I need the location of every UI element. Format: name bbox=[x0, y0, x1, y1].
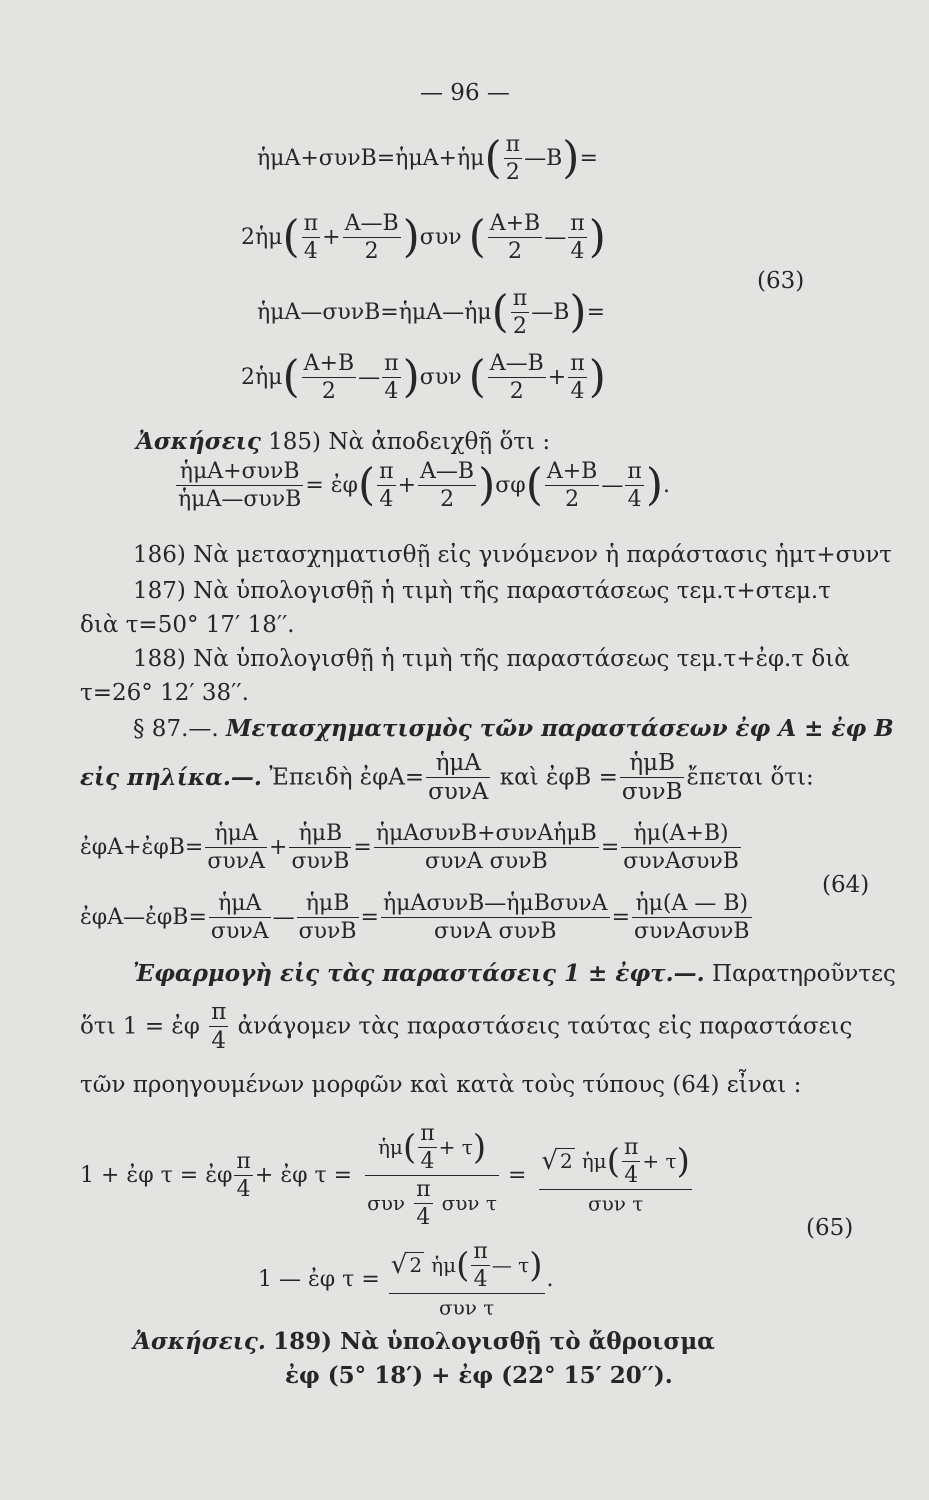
exercise-186: 186) Νὰ μετασχηματισθῇ εἰς γινόμενον ἡ παράστασις ἡμτ+συντ bbox=[133, 542, 893, 568]
application-line2: ὅτι 1 = ἐφ $\frac{\pi}{4}$ ἀνάγομεν τὰς παραστάσεις ταύτας εἰς παραστάσεις bbox=[80, 999, 853, 1055]
exercise-189-expression: ἐφ (5° 18′) + ἐφ (22° 15′ 20′′). bbox=[285, 1362, 673, 1389]
exercise-185: Ἀσκήσεις 185) Νὰ ἀποδειχθῇ ὅτι : bbox=[136, 428, 551, 455]
exercise-187-cont: διὰ τ=50° 17′ 18′′. bbox=[80, 612, 295, 638]
equation-label-63: (63) bbox=[757, 268, 805, 294]
formula-63-line2: 2ἡμ( $\frac{\pi}{4}$ + $\frac{A—B}{2}$ )συν ( $\frac{A+B}{2}$ — $\frac{\pi}{4}$ ) bbox=[241, 211, 606, 265]
equation-label-65: (65) bbox=[806, 1215, 854, 1241]
formula-185: $\frac{\text{ἡμA+συνB}}{\text{ἡμA—συνB}}$ = ἐφ( $\frac{\pi}{4}$ + $\frac{A—B}{2}$ )σφ( $\frac{A+B}{2}$ — $\frac{\pi}{4}$ ). bbox=[178, 459, 670, 513]
formula-63-line3: ἡμA—συνB=ἡμA—ἡμ( $\frac{\pi}{2}$ —B)= bbox=[257, 286, 605, 340]
section-87-text: εἰς πηλίκα.—. Ἐπειδὴ ἐφA= $\frac{\text{ἡμA}}{\text{συνA}}$ καὶ ἐφB = $\frac{\text{ἡμB}}{\text{συνB}}$ ἔπεται ὅτι: bbox=[80, 750, 814, 806]
formula-64-sum: ἐφA+ἐφB= $\frac{\text{ἡμA}}{\text{συνA}}$ + $\frac{\text{ἡμB}}{\text{συνB}}$ = $\frac{\text{ἡμAσυνB+συνAἡμB}}{\text{συνA συνB}}$ = $\frac{\text{ἡμ(A+B)}}{\text{συνAσυνB}}$ bbox=[80, 821, 739, 875]
section-87-heading: § 87.—. Μετασχηματισμὸς τῶν παραστάσεων ἐφ A ± ἐφ B bbox=[133, 715, 894, 742]
exercise-189: Ἀσκήσεις. 189) Νὰ ὑπολογισθῇ τὸ ἄθροισμα bbox=[133, 1328, 715, 1355]
application-line3: τῶν προηγουμένων μορφῶν καὶ κατὰ τοὺς τύπους (64) εἶναι : bbox=[80, 1072, 802, 1098]
formula-63-line4: 2ἡμ( $\frac{A+B}{2}$ — $\frac{\pi}{4}$ )συν ( $\frac{A—B}{2}$ + $\frac{\pi}{4}$ ) bbox=[241, 351, 606, 405]
formula-63-line1: ἡμA+συνB=ἡμA+ἡμ( $\frac{\pi}{2}$ —B)= bbox=[257, 132, 598, 186]
equation-label-64: (64) bbox=[822, 872, 870, 898]
formula-65-plus: 1 + ἐφ τ = ἐφ $\frac{\pi}{4}$ + ἐφ τ = ἡμ( $\frac{\pi}{4}$ + τ) συν $\frac{\pi}{4}$ συν τ = √ 2 ἡμ( $\frac{\pi}{4}$ + τ) συν τ bbox=[80, 1121, 690, 1231]
page-number: — 96 — bbox=[420, 80, 510, 106]
formula-65-minus: 1 — ἐφ τ = √ 2 ἡμ( $\frac{\pi}{4}$ — τ) συν τ . bbox=[258, 1239, 554, 1320]
formula-64-difference: ἐφA—ἐφB= $\frac{\text{ἡμA}}{\text{συνA}}$ — $\frac{\text{ἡμB}}{\text{συνB}}$ = $\frac{\text{ἡμAσυνB—ἡμBσυνA}}{\text{συνA συνB}}$ = $\frac{\text{ἡμ(A — B)}}{\text{συνAσυνB}}$ bbox=[80, 891, 750, 945]
exercise-188: 188) Νὰ ὑπολογισθῇ ἡ τιμὴ τῆς παραστάσεως τεμ.τ+ἐφ.τ διὰ bbox=[133, 646, 850, 672]
exercise-188-cont: τ=26° 12′ 38′′. bbox=[80, 680, 249, 706]
exercise-187: 187) Νὰ ὑπολογισθῇ ἡ τιμὴ τῆς παραστάσεως τεμ.τ+στεμ.τ bbox=[133, 578, 831, 604]
application-heading: Ἐφαρμογὴ εἰς τὰς παραστάσεις 1 ± ἐφτ.—. Παρατηροῦντες bbox=[133, 960, 896, 987]
